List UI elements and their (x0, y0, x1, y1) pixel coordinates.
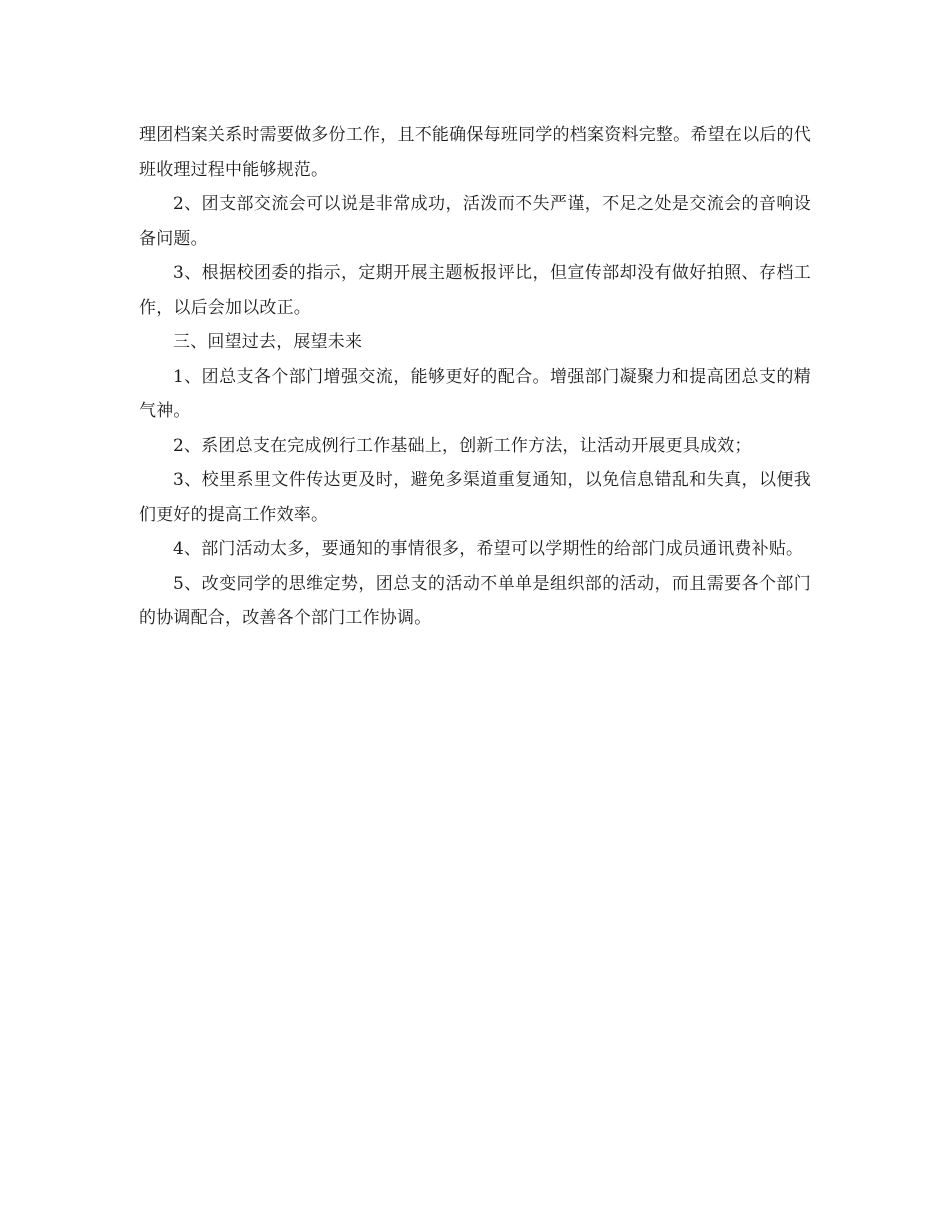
section-heading-outlook: 三、回望过去，展望未来 (173, 332, 363, 352)
document-body (139, 118, 811, 636)
paragraph-outlook-1: 1、团总支各个部门增强交流，能够更好的配合。增强部门凝聚力和提高团总支的精气神。 (139, 366, 811, 421)
paragraph-continuation: 理团档案关系时需要做多份工作，且不能确保每班同学的档案资料完整。希望在以后的代班收理过程中能够规范。 (139, 125, 811, 180)
paragraph-outlook-5: 5、改变同学的思维定势，团总支的活动不单单是组织部的活动，而且需要各个部门的协调配合，改善各个部门工作协调。 (139, 573, 811, 628)
paragraph-item-3-blackboard: 3、根据校团委的指示，定期开展主题板报评比，但宣传部却没有做好拍照、存档工作，以后会加以改正。 (139, 263, 811, 318)
paragraph-outlook-4: 4、部门活动太多，要通知的事情很多，希望可以学期性的给部门成员通讯费补贴。 (173, 539, 804, 559)
paragraph-outlook-3: 3、校里系里文件传达更及时，避免多渠道重复通知，以免信息错乱和失真，以便我们更好的提高工作效率。 (139, 470, 811, 525)
paragraph-outlook-2: 2、系团总支在完成例行工作基础上，创新工作方法，让活动开展更具成效； (173, 435, 752, 456)
paragraph-item-2-exchange-meeting: 2、团支部交流会可以说是非常成功，活泼而不失严谨，不足之处是交流会的音响设备问题。 (139, 194, 811, 249)
